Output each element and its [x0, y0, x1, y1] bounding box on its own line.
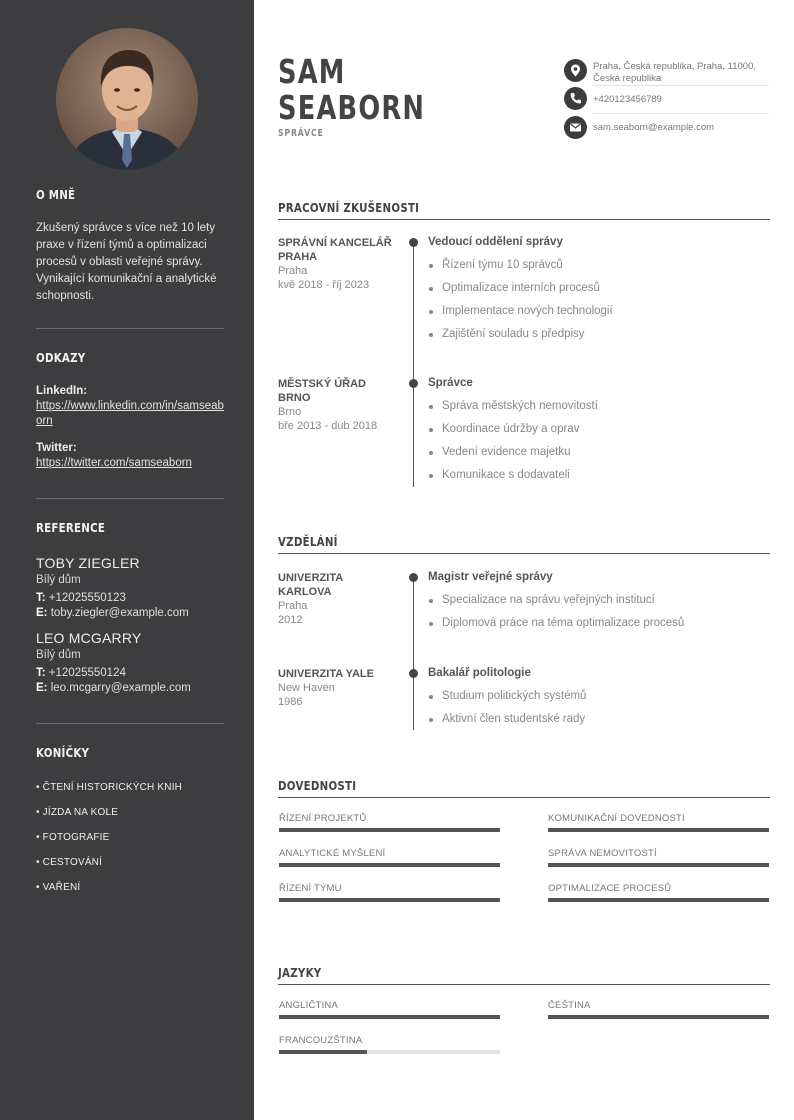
education-entry-meta	[278, 667, 398, 709]
language-label: ANGLIČTINA	[279, 1000, 339, 1011]
mail-icon	[564, 116, 587, 139]
skill-bar	[279, 898, 500, 902]
job-bullet: Řízení týmu 10 správců	[428, 259, 768, 282]
timeline-dot	[409, 379, 418, 388]
reference-email: E: toby.ziegler@example.com	[36, 607, 189, 619]
degree-bullet: Diplomová práce na téma optimalizace procesů	[428, 617, 768, 640]
contact-address	[564, 59, 769, 85]
skill-bar-fill	[548, 828, 769, 832]
references-title: REFERENCE	[36, 520, 106, 535]
experience-entry-details	[428, 377, 768, 492]
language-label: ČEŠTINA	[548, 1000, 591, 1011]
section-rule	[278, 219, 770, 220]
language-item	[279, 1035, 500, 1054]
skill-bar-fill	[548, 898, 769, 902]
education-title: VZDĚLÁNÍ	[278, 534, 338, 549]
employer-city: Brno	[278, 406, 302, 418]
skill-label: KOMUNIKAČNÍ DOVEDNOSTI	[548, 813, 685, 824]
experience-title: PRACOVNÍ ZKUŠENOSTI	[278, 200, 420, 215]
reference-item	[36, 630, 224, 694]
school-city: Praha	[278, 600, 308, 612]
sidebar	[0, 0, 254, 1120]
language-bar-fill	[279, 1050, 367, 1054]
degree-bullet: Specializace na správu veřejných institucí	[428, 594, 768, 617]
links-title: ODKAZY	[36, 350, 86, 365]
skill-label: ŘÍZENÍ PROJEKTŮ	[279, 813, 367, 824]
contact-address-text: Praha, Česká republika, Praha, 11000, Česká republika	[593, 61, 757, 84]
employer-name: SPRÁVNÍ KANCELÁŘ PRAHA	[278, 237, 392, 263]
job-bullets	[428, 400, 768, 492]
skill-bar	[279, 863, 500, 867]
sidebar-divider	[36, 328, 224, 329]
profile-photo-illustration	[56, 28, 198, 170]
sidebar-divider	[36, 723, 224, 724]
skill-item	[279, 848, 500, 867]
degree-title: Bakalář politologie	[428, 667, 531, 679]
skill-label: OPTIMALIZACE PROCESŮ	[548, 883, 672, 894]
language-bar	[279, 1015, 500, 1019]
about-text: Zkušený správce s více než 10 lety praxe v řízení týmů a optimalizaci procesů v oblasti veřejné správy. Vynikající komunikační a analytické schopnosti.	[36, 222, 217, 302]
reference-org: Bílý dům	[36, 649, 81, 661]
language-bar	[279, 1050, 500, 1054]
language-item	[548, 1000, 769, 1019]
contact-email-text[interactable]: sam.seaborn@example.com	[593, 122, 715, 133]
school-name: UNIVERZITA KARLOVA	[278, 572, 343, 598]
experience-entry-details	[428, 236, 768, 351]
education-entry-details	[428, 571, 768, 640]
job-bullet: Zajištění souladu s předpisy	[428, 328, 768, 351]
school-name: UNIVERZITA YALE	[278, 668, 374, 680]
hobby-item: • ČTENÍ HISTORICKÝCH KNIH	[36, 782, 183, 793]
reference-name: TOBY ZIEGLER	[36, 555, 140, 571]
job-bullet: Koordinace údržby a oprav	[428, 423, 768, 446]
school-city: New Haven	[278, 682, 335, 694]
contact-divider	[593, 113, 769, 114]
degree-title: Magistr veřejné správy	[428, 571, 553, 583]
language-bar-fill	[279, 1015, 500, 1019]
reference-phone: T: +12025550123	[36, 592, 126, 604]
skill-item	[548, 813, 769, 832]
graduation-year: 2012	[278, 614, 303, 626]
contact-phone-text[interactable]: +420123456789	[593, 94, 662, 105]
employment-dates: bře 2013 - dub 2018	[278, 420, 378, 432]
job-title: Vedoucí oddělení správy	[428, 236, 563, 248]
hobby-item: • FOTOGRAFIE	[36, 832, 110, 843]
degree-bullet: Aktivní člen studentské rady	[428, 713, 768, 736]
hobby-item: • VAŘENÍ	[36, 882, 81, 893]
job-title: Správce	[428, 377, 473, 389]
education-entry-meta	[278, 571, 398, 627]
phone-icon	[564, 87, 587, 110]
link-item-twitter	[36, 442, 224, 471]
reference-org: Bílý dům	[36, 574, 81, 586]
skill-bar-fill	[548, 863, 769, 867]
contact-phone	[564, 87, 769, 106]
first-name: SAM	[278, 52, 346, 91]
job-bullets	[428, 259, 768, 351]
skill-label: SPRÁVA NEMOVITOSTÍ	[548, 848, 657, 859]
skill-item	[548, 883, 769, 902]
experience-entry-meta	[278, 377, 398, 433]
timeline-line	[413, 242, 414, 487]
skills-title: DOVEDNOSTI	[278, 778, 357, 793]
job-bullet: Implementace nových technologií	[428, 305, 768, 328]
timeline-dot	[409, 669, 418, 678]
sidebar-divider	[36, 498, 224, 499]
degree-bullets	[428, 690, 768, 736]
employment-dates: kvě 2018 - říj 2023	[278, 279, 370, 291]
job-bullet: Optimalizace interních procesů	[428, 282, 768, 305]
hobby-item: • JÍZDA NA KOLE	[36, 807, 119, 818]
about-title: O MNĚ	[36, 187, 76, 202]
reference-name: LEO MCGARRY	[36, 630, 142, 646]
reference-phone: T: +12025550124	[36, 667, 126, 679]
skill-bar	[548, 863, 769, 867]
contact-email	[564, 116, 769, 134]
link-label: Twitter:	[36, 442, 77, 454]
section-rule	[278, 797, 770, 798]
link-item-linkedin	[36, 385, 224, 429]
language-item	[279, 1000, 500, 1019]
links-section	[36, 350, 224, 471]
language-bar	[548, 1015, 769, 1019]
job-bullet: Vedení evidence majetku	[428, 446, 768, 469]
twitter-link[interactable]: https://twitter.com/samseaborn	[36, 457, 192, 469]
about-section	[36, 187, 224, 305]
skill-bar	[548, 828, 769, 832]
language-label: FRANCOUZŠTINA	[279, 1035, 363, 1046]
job-bullet: Komunikace s dodavateli	[428, 469, 768, 492]
languages-title: JAZYKY	[278, 965, 322, 980]
hobbies-section	[36, 745, 224, 893]
language-bar-fill	[548, 1015, 769, 1019]
timeline-line	[413, 576, 414, 730]
skill-label: ŘÍZENÍ TÝMU	[279, 883, 342, 894]
candidate-name	[278, 54, 425, 126]
location-pin-icon	[564, 59, 587, 82]
timeline-dot	[409, 238, 418, 247]
candidate-role: SPRÁVCE	[278, 128, 324, 139]
references-section	[36, 520, 224, 694]
skill-item	[279, 813, 500, 832]
employer-name: MĚSTSKÝ ÚŘAD BRNO	[278, 378, 367, 404]
degree-bullet: Studium politických systémů	[428, 690, 768, 713]
last-name: SEABORN	[278, 88, 426, 127]
reference-email: E: leo.mcgarry@example.com	[36, 682, 191, 694]
reference-item	[36, 555, 224, 619]
skill-bar-fill	[279, 898, 500, 902]
skill-item	[548, 848, 769, 867]
skill-bar-fill	[279, 828, 500, 832]
skill-label: ANALYTICKÉ MYŠLENÍ	[279, 848, 386, 859]
job-bullet: Správa městských nemovitostí	[428, 400, 768, 423]
employer-city: Praha	[278, 265, 308, 277]
hobbies-title: KONÍČKY	[36, 745, 90, 760]
link-label: LinkedIn:	[36, 385, 88, 397]
experience-entry-meta	[278, 236, 398, 292]
linkedin-link[interactable]: https://www.linkedin.com/in/samseaborn	[36, 400, 224, 427]
section-rule	[278, 553, 770, 554]
degree-bullets	[428, 594, 768, 640]
profile-photo	[56, 28, 198, 170]
skill-bar-fill	[279, 863, 500, 867]
contact-divider	[593, 85, 769, 86]
skill-bar	[279, 828, 500, 832]
timeline-dot	[409, 573, 418, 582]
skill-item	[279, 883, 500, 902]
section-rule	[278, 984, 770, 985]
education-entry-details	[428, 667, 768, 736]
skill-bar	[548, 898, 769, 902]
hobby-item: • CESTOVÁNÍ	[36, 857, 103, 868]
graduation-year: 1986	[278, 696, 303, 708]
